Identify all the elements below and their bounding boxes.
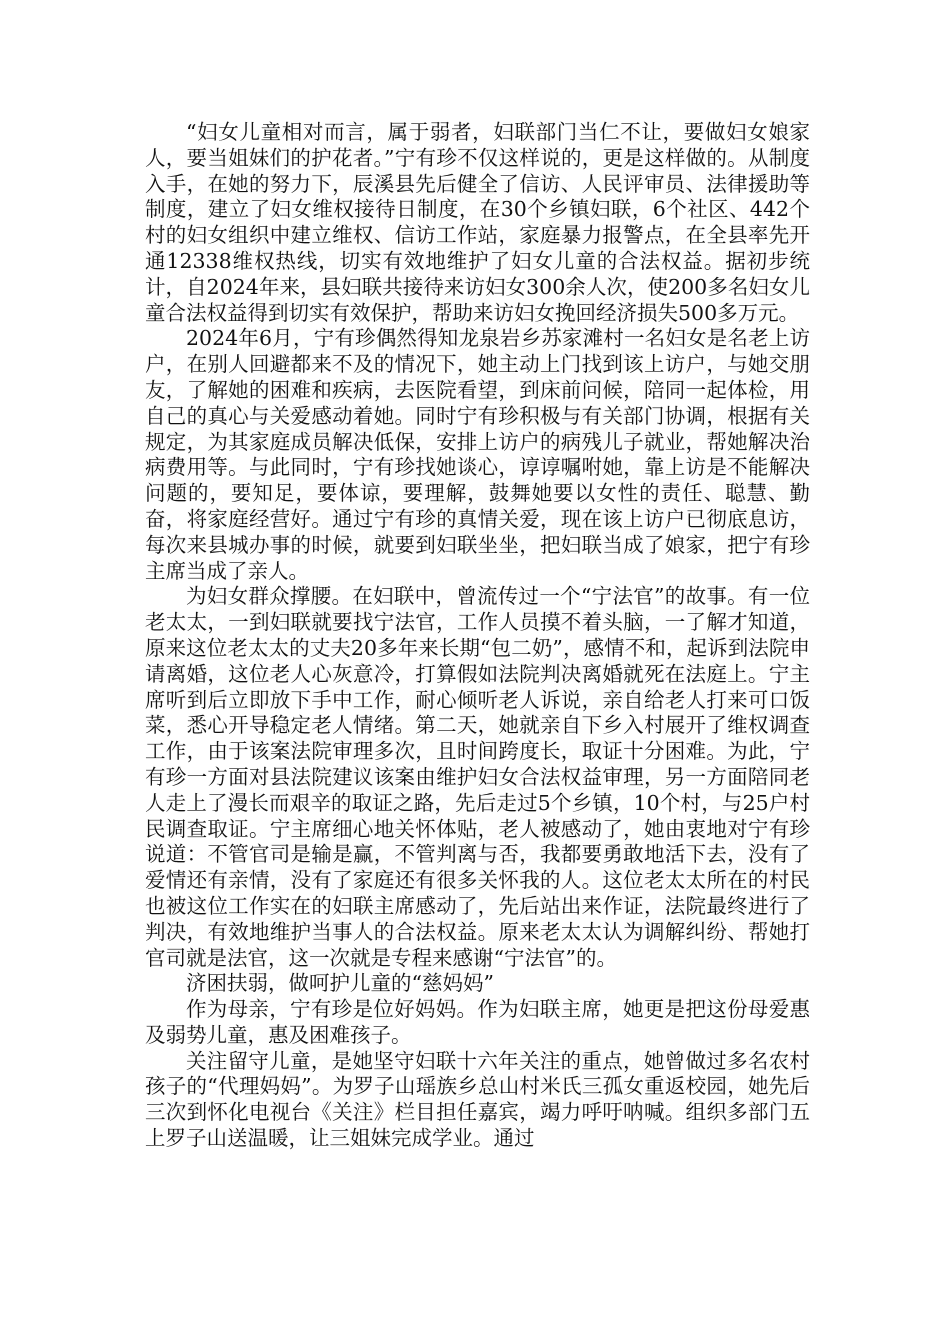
paragraph-rights-protection-system: “妇女儿童相对而言，属于弱者，妇联部门当仁不让，要做妇女娘家人，要当姐妹们的护花者。”宁有珍不仅这样说的，更是这样做的。从制度入手，在她的努力下，辰溪县先后健全了信访、人民评审员、法律援助等制度，建立了妇女维权接待日制度，在30个乡镇妇联，6个社区、442个村的妇女组织中建立维权、信访工作站，家庭暴力报警点，在全县率先开通12338维权热线，切实有效地维护了妇女儿童的合法权益。据初步统计，自2024年来，县妇联共接待来访妇女300余人次，使200多名妇女儿童合法权益得到切实有效保护，帮助来访妇女挽回经济损失500多万元。 [145,120,810,325]
paragraph-good-mother: 作为母亲，宁有珍是位好妈妈。作为妇联主席，她更是把这份母爱惠及弱势儿童，惠及困难孩子。 [145,997,810,1047]
paragraph-judge-ning-story: 为妇女群众撑腰。在妇联中，曾流传过一个“宁法官”的故事。有一位老太太，一到妇联就要找宁法官，工作人员摸不着头脑，一了解才知道，原来这位老太太的丈夫20多年来长期“包二奶”，感情不和，起诉到法院申请离婚，这位老人心灰意冷，打算假如法院判决离婚就死在法庭上。宁主席听到后立即放下手中工作，耐心倾听老人诉说，亲自给老人打来可口饭菜，悉心开导稳定老人情绪。第二天，她就亲自下乡入村展开了维权调查工作，由于该案法院审理多次，且时间跨度长，取证十分困难。为此，宁有珍一方面对县法院建议该案由维护妇女合法权益审理，另一方面陪同老人走上了漫长而艰辛的取证之路，先后走过5个乡镇，10个村，与25户村民调查取证。宁主席细心地关怀体贴，老人被感动了，她由衷地对宁有珍说道：不管官司是输是赢，不管判离与否，我都要勇敢地活下去，没有了爱情还有亲情，没有了家庭还有很多关怀我的人。这位老太太所在的村民也被这位工作实在的妇联主席感动了，先后站出来作证，法院最终进行了判决，有效地维护当事人的合法权益。原来老太太认为调解纠纷、帮她打官司就是法官，这一次就是专程来感谢“宁法官”的。 [145,584,810,970]
section-heading-caring-mother: 济困扶弱，做呵护儿童的“慈妈妈” [186,971,494,996]
body-text [145,120,810,1152]
paragraph-petitioner-story: 2024年6月，宁有珍偶然得知龙泉岩乡苏家滩村一名妇女是名老上访户，在别人回避都来不及的情况下，她主动上门找到该上访户，与她交朋友，了解她的困难和疾病，去医院看望，到床前问候，陪同一起体检，用自己的真心与关爱感动着她。同时宁有珍积极与有关部门协调，根据有关规定，为其家庭成员解决低保，安排上访户的病残儿子就业，帮她解决治病费用等。与此同时，宁有珍找她谈心，谆谆嘱咐她，靠上访是不能解决问题的，要知足，要体谅，要理解，鼓舞她要以女性的责任、聪慧、勤奋，将家庭经营好。通过宁有珍的真情关爱，现在该上访户已彻底息访，每次来县城办事的时候，就要到妇联坐坐，把妇联当成了娘家，把宁有珍主席当成了亲人。 [145,326,810,583]
paragraph-left-behind-children: 关注留守儿童，是她坚守妇联十六年关注的重点，她曾做过多名农村孩子的“代理妈妈”。为罗子山瑶族乡总山村米氏三孤女重返校园，她先后三次到怀化电视台《关注》栏目担任嘉宾，竭力呼吁呐喊。组织多部门五上罗子山送温暖，让三姐妹完成学业。通过 [145,1048,810,1151]
